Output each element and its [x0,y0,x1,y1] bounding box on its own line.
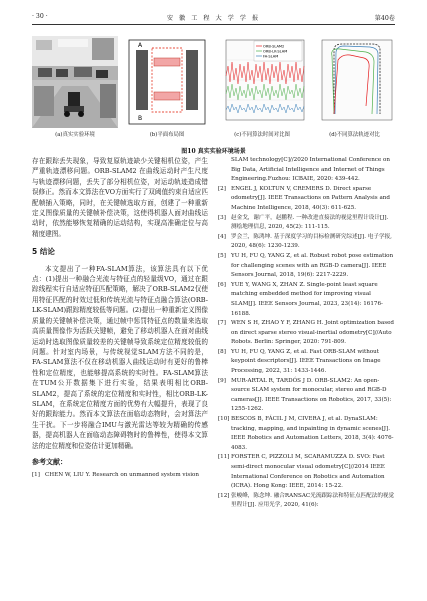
reference-item [218,453,395,491]
caption-b: (b)平面布局图 [149,132,185,138]
lab-photo-image [32,36,118,128]
reference-text: 罗会兰，陈鸿坤. 基于深度学习的目标检测研究综述[J]. 电子学报, 2020, 48(6): 1230-1239. [231,233,392,250]
reference-text: CHEN W, LIU Y. Research on unmanned system vision [45,472,199,479]
volume-label: 第40卷 [374,15,395,22]
reference-item [218,156,395,185]
reference-text: 赵金戈，谢广平，赵鹏程. 一种改进直接法的视觉里程计设计[J]. 测绘地理信息, 2020, 45(2): 111-115. [231,214,389,231]
reference-item [218,492,395,511]
trajectory-chart [314,36,395,128]
reference-item [218,233,395,252]
reference-text: MUR-ARTAL R, TARDÓS J D. ORB-SLAM2: An open-source SLAM system for monocular, stereo and RGB-D cameras[J]. IEEE Transactions on Robotics, 2017, 33(5): 1255-1262. [231,377,392,413]
reference-number: [10] [218,416,230,423]
time-chart-svg [216,36,308,128]
reference-number: [2] [218,185,226,192]
reference-text: WEN S H, ZHAO Y F, ZHANG H. Joint optimization based on direct sparse stereo visual-inertial odometry[C]//Auto Robots. Berlin: Springer, 2020: 791-809. [231,320,394,346]
point-b-label: B [138,115,143,122]
floor-plan [124,36,210,128]
caption-a: (a)真实实验环境 [55,132,95,138]
reference-text: FORSTER C, PIZZOLI M, SCARAMUZZA D. SVO: Fast semi-direct monocular visual odometry[C]//2014 IEEE International Conference on Robotics and Automation (ICRA). Hong Kong: IEEE, 2014: 15-22. [231,454,385,490]
reference-text: YU H, FU Q, YANG Z, et al. Robust robot pose estimation for challenging scenes with an RGB-D camera[J]. IEEE Sensors Journal, 2018, 19(6): 2217-2229. [231,252,394,279]
section-title-conclusion: 5 结论 [32,247,55,257]
reference-text: ENGEL J, KOLTUN V, CREMERS D. Direct sparse odometry[J]. IEEE Transactions on Pattern Analysis and Machine Intelligence, 2018, 40(3): 611-625. [231,185,390,211]
reference-item [218,415,395,453]
journal-title: 安 徽 工 程 大 学 学 报 [166,15,261,22]
legend-orb-slam2: ORB-SLAM2 [263,44,285,49]
figure-10 [32,36,395,155]
reference-number: [6] [218,281,226,288]
reference-item [218,377,395,415]
floor-plan-diagram [124,36,210,128]
reference-text: BESCOS B, FÁCIL J M, CIVERA J, et al. DynaSLAM: tracking, mapping, and inpainting in dynamic scenes[J]. IEEE Robotics and Automation Letters, 2018, 3(4): 4076-4083. [231,416,394,451]
header-rule [32,24,395,25]
reference-number: [11] [218,454,230,461]
reference-text: 张峻峰，陈念坤. 融合RANSAC光流跟踪法和特征点匹配法的视觉里程计[J]. 应用光学, 2020, 41(6): [231,492,395,509]
reference-number: [7] [218,320,226,327]
reference-item [218,252,395,281]
conclusion-paragraph: 本文提出了一种FA-SLAM算法，该算法具有以下优点：(1)提出一种融合光流与特征点的轻量级VO，通过在跟踪线程实行自适应特征匹配策略，解决了ORB-SLAM2仅使用特征匹配的时效过低和传统光流与特征点融合算法(ORB-LK-SLAM)跟踪精度较低等问题。(2)提出一种重新定义图像质量的关键帧补偿决策，通过帧中惩罚特征点的数量来选取高质量图像作为活跃关键帧，避免了移动机器人在面对曲线运动时选取图像质量较差的关键帧导致系统定位精度较低的问题。针对室内场景，与传统视觉SLAM方法不同的是，FA-SLAM算法不仅在移动机器人曲线运动时有更好的鲁棒性和定位精度，也能够提高系统的实时性。FA-SLAM算法在TUM公开数据集下进行实验，结果表明相比ORB-SLAM2，提高了系统的定位精度和实时性，相比ORB-LK-SLAM，在系统定位精度方面的优势有大幅提升，表现了良好的跟踪能力。然而本文算法在面临动态物时，会对算法产生干扰。下一步将融合IMU与激光雷达等较为精确的传感器，提高机器人在面临动态障碍物时的鲁棒性，使得本文算法的定位精度和位姿估计更加精确。 [32,264,208,450]
reference-item [218,185,395,214]
legend-fa-slam: FA-SLAM [263,54,279,59]
body-paragraph: 存在跟踪丢失现象，导致复原轨迹缺少关键相机位姿，产生严重轨迹漂移问题。ORB-SLAM2 在曲线运动时产生尺度与轨迹漂移问题，丢失了部分相机位姿，对运动轨迹造成错误修正。然而本文算法在VO方面实行了双阈值约束自适应匹配帧插入策略，同时，在关键帧选取方面，创建了一种重新定义图像质量的关键帧补偿决策，这使得机器人面对曲线运动时，依然能够恢复精确的运动结构，实现高准确定位与高精度建图。 [32,157,208,238]
reference-item [218,319,395,348]
references-title: 参考文献： [32,457,67,466]
caption-d: (d)不同算法轨迹对比 [329,132,380,138]
reference-number: [3] [218,214,226,221]
legend-orb-lk-slam: ORB-LK-SLAM [263,49,288,54]
reference-text: YU H, FU Q, YANG Z, et al. Fast ORB-SLAM without keypoint descriptors[J]. IEEE Transactions on Image Processing, 2022, 31: 1433-1446. [231,348,381,375]
time-comparison-chart [216,36,308,128]
reference-item [32,471,208,481]
lab-photo [32,36,118,128]
page-number: · 30 · [32,13,48,20]
reference-text: YUE Y, WANG X, ZHAN Z. Single-point least square matching embedded method for improving visual SLAM[J]. IEEE Sensors Journal, 2023, 23(14): 16176-16188. [231,281,383,317]
figure-caption: 图10 真实实验环境场景 [181,148,246,155]
reference-number: [12] [218,492,230,499]
reference-number: [9] [218,377,226,384]
point-a-label: A [138,42,143,49]
reference-item [218,348,395,377]
reference-item [218,214,395,233]
reference-number: [5] [218,252,226,259]
reference-number: [1] [32,472,40,479]
reference-text: SLAM technology[C]//2020 International Conference on Big Data, Artificial Intelligence and Internet of Things Engineering.Fuzhou: ICBAIE, 2020: 439-442. [231,157,390,183]
reference-number: [8] [218,348,226,355]
left-column [32,156,208,481]
caption-c: (c)不同算法时间对比图 [234,132,290,138]
reference-item [218,281,395,319]
reference-number: [4] [218,233,226,240]
trajectory-chart-svg [314,36,395,128]
right-column [218,156,395,511]
